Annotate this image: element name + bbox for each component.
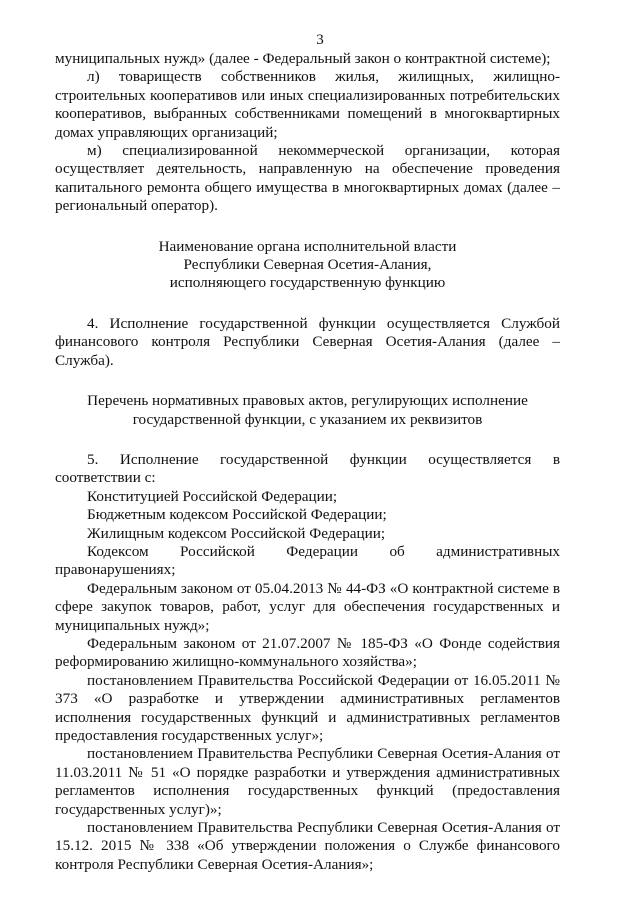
paragraph-5: 5. Исполнение государственной функции осуществляется в соответствии с: — [55, 450, 560, 487]
legal-act-item: Федеральным законом от 05.04.2013 № 44-ФЗ «О контрактной системе в сфере закупок товаров, работ, услуг для обеспечения государственных и муниципальных нужд»; — [55, 579, 560, 634]
document-body — [55, 50, 560, 874]
legal-act-item: Бюджетным кодексом Российской Федерации; — [87, 506, 387, 524]
heading-line: исполняющего государственную функцию — [169, 274, 446, 292]
section-heading-authority — [55, 238, 560, 293]
paragraph-item-l: л) товариществ собственников жилья, жилищных, жилищно-строительных кооперативов или иных специализированных потребительских кооперативов, выбранных собственниками помещений в многоквартирных домах управляющих организаций; — [55, 68, 560, 141]
paragraph-4: 4. Исполнение государственной функции осуществляется Службой финансового контроля Республики Северная Осетия-Алания (далее – Служба). — [55, 314, 560, 369]
section-heading-legal-acts — [55, 392, 560, 429]
legal-act-item: постановлением Правительства Республики Северная Осетия-Алания от 15.12. 2015 № 338 «Об утверждении положения о Службе финансового контроля Республики Северная Осетия-Алания»; — [55, 819, 560, 873]
heading-line: государственной функции, с указанием их реквизитов — [132, 410, 483, 428]
legal-act-item: постановлением Правительства Российской Федерации от 16.05.2011 № 373 «О разработке и утверждении административных регламентов исполнения государственных функций и административных регламентов предоставления государственных услуг»; — [55, 671, 560, 744]
legal-act-item: Федеральным законом от 21.07.2007 № 185-ФЗ «О Фонде содействия реформированию жилищно-коммунального хозяйства»; — [55, 634, 560, 671]
paragraph-continuation: муниципальных нужд» (далее - Федеральный закон о контрактной системе); — [55, 50, 551, 67]
page-number: 3 — [316, 32, 324, 48]
heading-line: Наименование органа исполнительной власти — [158, 237, 457, 255]
legal-act-item: Кодексом Российской Федерации об административных правонарушениях; — [55, 542, 560, 579]
legal-act-item: Конституцией Российской Федерации; — [87, 487, 338, 505]
paragraph-item-m: м) специализированной некоммерческой организации, которая осуществляет деятельность, направленную на обеспечение проведения капитального ремонта общего имущества в многоквартирных домах (далее – региональный оператор). — [55, 142, 560, 215]
legal-act-item: Жилищным кодексом Российской Федерации; — [87, 524, 386, 542]
heading-line: Республики Северная Осетия-Алания, — [183, 256, 432, 274]
legal-act-item: постановлением Правительства Республики Северная Осетия-Алания от 11.03.2011 № 51 «О порядке разработки и утверждения административных регламентов исполнения государственных функций (предоставления государственных услуг)»; — [55, 745, 560, 818]
heading-line: Перечень нормативных правовых актов, регулирующих исполнение — [87, 392, 528, 410]
